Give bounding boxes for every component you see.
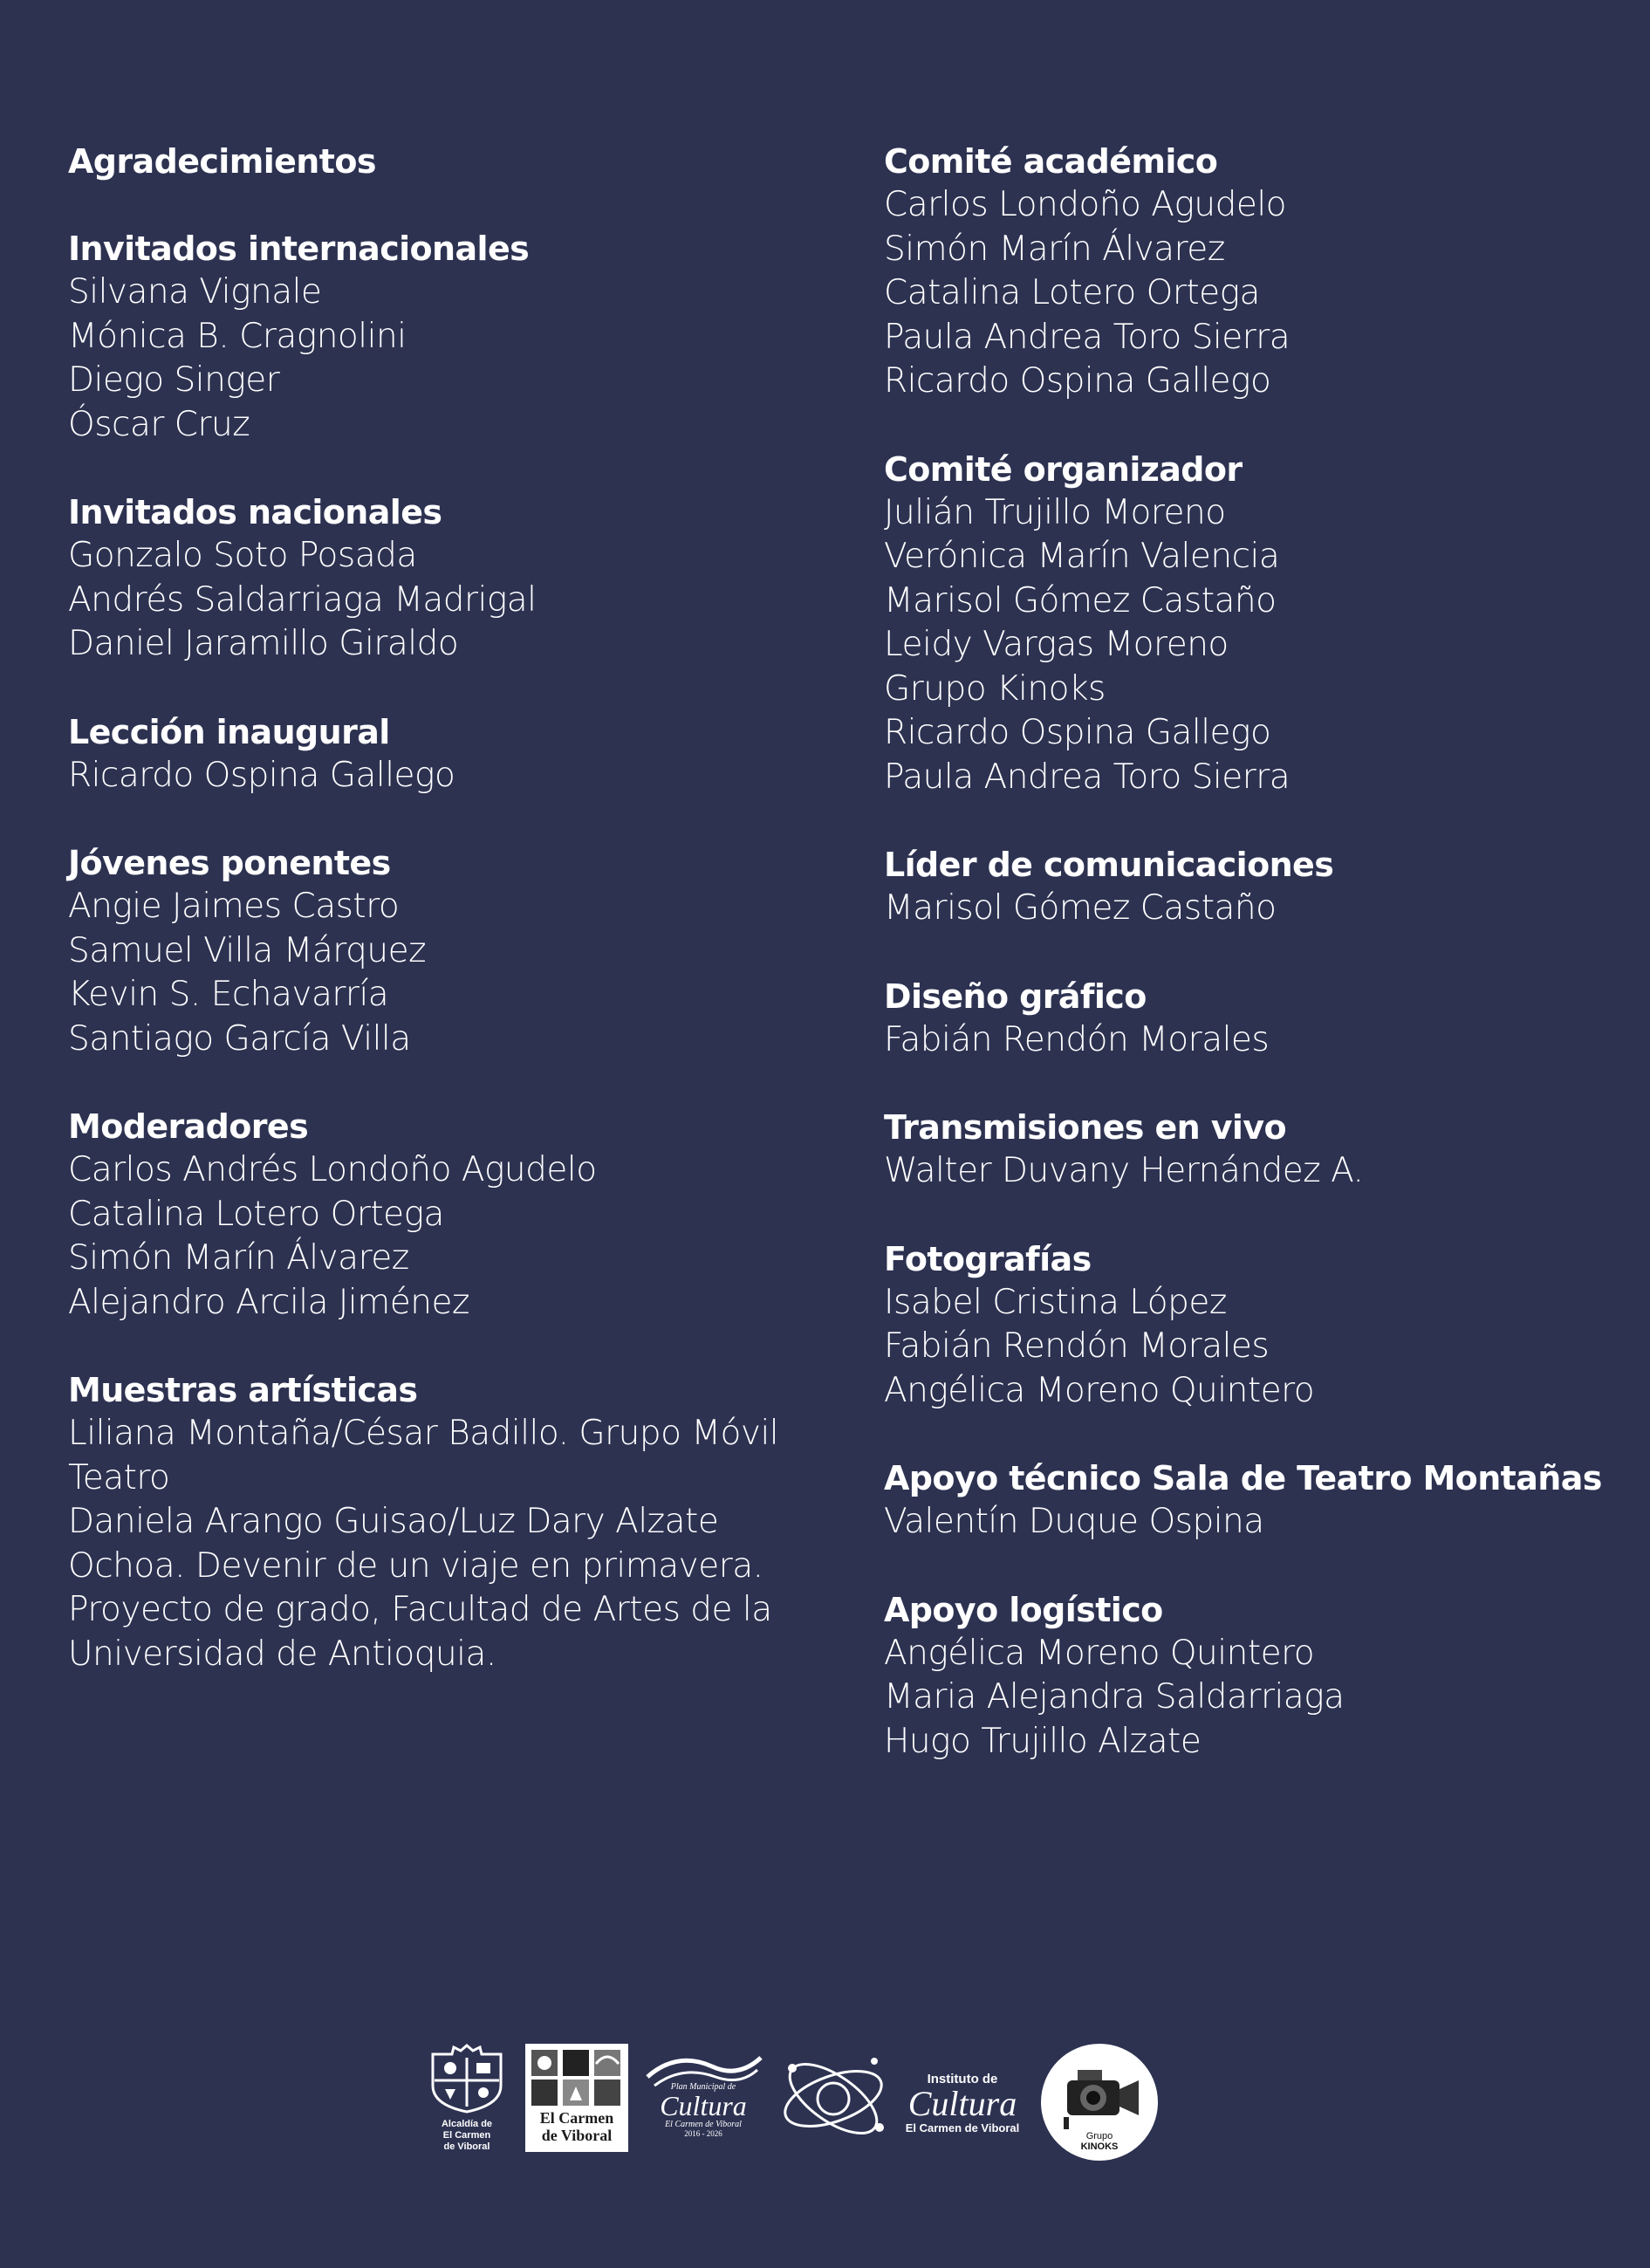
credit-section	[68, 1105, 836, 1325]
credit-section	[884, 448, 1626, 800]
name-line: Santiago García Villa	[68, 1018, 411, 1059]
name-line: Alejandro Arcila Jiménez	[68, 1282, 469, 1322]
name-line: Isabel Cristina López	[884, 1282, 1227, 1322]
mosaic-icon	[528, 2046, 626, 2109]
section-heading: Transmisiones en vivo	[884, 1108, 1286, 1147]
credit-section	[884, 140, 1626, 404]
alcaldia-logo	[428, 2042, 506, 2164]
name-line: Carlos Andrés Londoño Agudelo	[68, 1150, 597, 1189]
name-line: Andrés Saldarriaga Madrigal	[68, 579, 537, 620]
name-line: Angélica Moreno Quintero	[884, 1633, 1315, 1673]
credit-section	[68, 490, 836, 667]
section-heading: Comité organizador	[884, 449, 1243, 489]
name-line: Paula Andrea Toro Sierra	[884, 757, 1291, 797]
name-line: Ricardo Ospina Gallego	[68, 755, 455, 795]
credit-section	[884, 975, 1626, 1063]
name-line: Ricardo Ospina Gallego	[884, 361, 1271, 401]
left-column	[68, 140, 836, 1720]
name-line: Marisol Gómez Castaño	[884, 888, 1277, 928]
section-heading: Invitados internacionales	[68, 230, 530, 268]
shield-icon	[428, 2042, 506, 2115]
name-line: Kevin S. Echavarría	[68, 975, 389, 1014]
kinoks-text: Grupo KINOKS	[1080, 2131, 1119, 2152]
plan-cultura-text: Plan Municipal de Cultura El Carmen de Viboral 2016 - 2026	[660, 2082, 747, 2138]
name-line: Fabián Rendón Morales	[884, 1326, 1270, 1366]
section-heading: Diseño gráfico	[884, 976, 1147, 1016]
right-sections	[884, 140, 1626, 1764]
name-line: Marisol Gómez Castaño	[884, 580, 1277, 620]
name-line: Paula Andrea Toro Sierra	[884, 317, 1291, 357]
name-line: Liliana Montaña/César Badillo. Grupo Móvil Teatro	[68, 1414, 779, 1497]
left-sections	[68, 227, 836, 1325]
section-heading: Jóvenes ponentes	[68, 844, 391, 882]
name-line: Maria Alejandra Saldarriaga	[884, 1677, 1345, 1716]
instituto-cultura-logo	[777, 2033, 1038, 2164]
name-line: Walter Duvany Hernández A.	[884, 1151, 1364, 1190]
name-line: Leidy Vargas Moreno	[884, 625, 1229, 664]
name-line: Gonzalo Soto Posada	[68, 536, 417, 575]
page-title-section	[68, 140, 836, 183]
name-line: Simón Marín Álvarez	[884, 229, 1225, 269]
section-muestras	[68, 1368, 836, 1676]
orbit-icon	[777, 2033, 899, 2164]
name-line: Simón Marín Álvarez	[68, 1238, 409, 1278]
plan-cultura-logo	[642, 2051, 764, 2155]
name-line: Catalina Lotero Ortega	[68, 1194, 444, 1234]
alcaldia-logo-text: Alcaldía de El Carmen de Viboral	[441, 2119, 493, 2152]
credit-section	[68, 227, 836, 447]
logo-strip	[428, 2033, 1169, 2164]
credit-section	[884, 1237, 1626, 1414]
instituto-cultura-text: Instituto de Cultura El Carmen de Viboral	[905, 2072, 1020, 2134]
section-heading: Fotografías	[884, 1239, 1092, 1278]
name-line: Silvana Vignale	[68, 272, 322, 312]
section-heading: Líder de comunicaciones	[884, 846, 1334, 884]
name-line: Ricardo Ospina Gallego	[884, 713, 1271, 752]
section-heading: Apoyo técnico Sala de Teatro Montañas	[884, 1459, 1602, 1497]
name-line: Julián Trujillo Moreno	[884, 492, 1226, 532]
section-heading: Lección inaugural	[68, 712, 390, 751]
name-line: Fabián Rendón Morales	[884, 1019, 1270, 1059]
el-carmen-logo	[525, 2044, 628, 2152]
name-line: Verónica Marín Valencia	[884, 537, 1280, 576]
name-line: Óscar Cruz	[68, 404, 250, 444]
muestras-paragraph: Daniela Arango Guisao/Luz Dary Alzate Ochoa. Devenir de un viaje en primavera. Proyecto de grado, Facultad de Artes de la Universidad de Antioquia.	[68, 1502, 772, 1674]
name-line: Hugo Trujillo Alzate	[884, 1721, 1202, 1761]
credit-section	[884, 1588, 1626, 1764]
credit-section	[68, 841, 836, 1061]
name-line: Valentín Duque Ospina	[884, 1502, 1264, 1541]
right-column	[884, 140, 1626, 1807]
name-line: Angie Jaimes Castro	[68, 887, 400, 926]
name-line: Carlos Londoño Agudelo	[884, 185, 1287, 224]
section-heading: Apoyo logístico	[884, 1590, 1163, 1629]
credit-section	[884, 843, 1626, 931]
el-carmen-logo-text: El Carmen de Viboral	[539, 2109, 614, 2144]
credit-section	[884, 1456, 1626, 1545]
name-line: Samuel Villa Márquez	[68, 930, 427, 970]
name-line: Catalina Lotero Ortega	[884, 273, 1260, 312]
name-line: Grupo Kinoks	[884, 668, 1106, 709]
name-line: Daniel Jaramillo Giraldo	[68, 624, 459, 663]
section-heading: Moderadores	[68, 1107, 309, 1146]
section-heading: Invitados nacionales	[68, 493, 442, 531]
name-line: Angélica Moreno Quintero	[884, 1370, 1315, 1410]
name-line: Mónica B. Cragnolini	[68, 316, 407, 356]
credit-section	[884, 1106, 1626, 1194]
credit-section	[68, 710, 836, 798]
section-heading: Comité académico	[884, 142, 1218, 181]
section-heading: Muestras artísticas	[68, 1371, 418, 1409]
kinoks-logo	[1041, 2044, 1158, 2161]
page-title: Agradecimientos	[68, 142, 376, 181]
camera-icon	[1041, 2056, 1158, 2134]
name-line: Diego Singer	[68, 360, 280, 400]
